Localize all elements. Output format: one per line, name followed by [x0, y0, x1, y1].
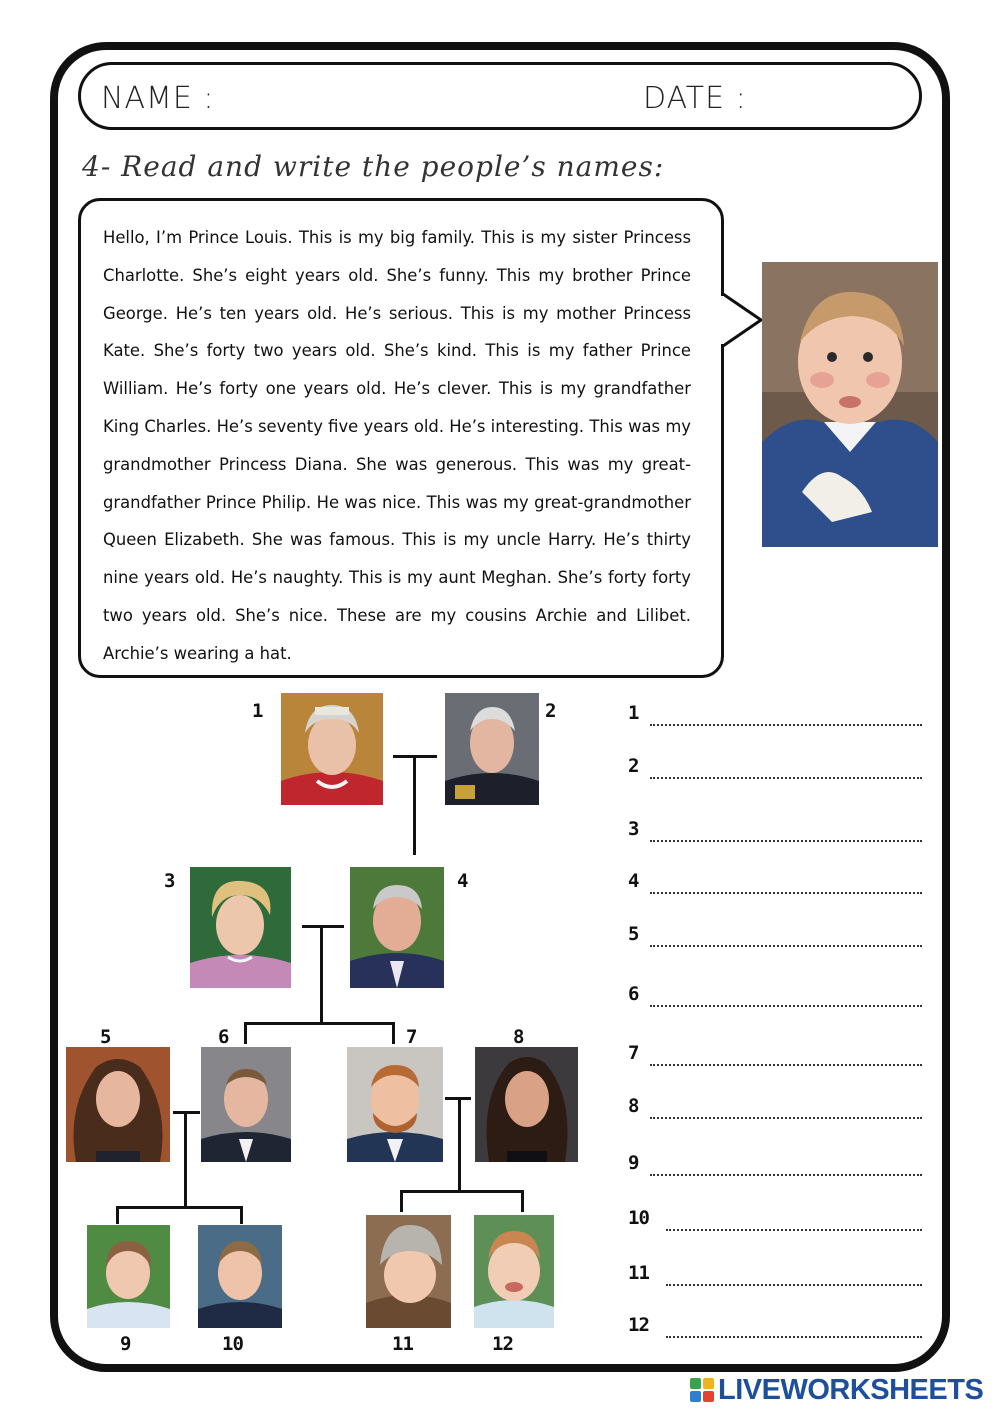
tree-connector	[244, 1022, 247, 1044]
answer-number: 4	[628, 870, 639, 892]
prince-george-photo	[198, 1225, 282, 1328]
tree-connector	[116, 1206, 119, 1224]
tree-connector	[521, 1190, 524, 1212]
answer-row-2	[628, 755, 922, 779]
answer-field-8[interactable]	[650, 1117, 922, 1119]
answer-number: 1	[628, 702, 639, 724]
answer-field-9[interactable]	[650, 1174, 922, 1176]
speech-bubble-tail	[719, 290, 765, 350]
princess-diana-photo	[190, 867, 291, 988]
tree-number-5: 5	[100, 1026, 111, 1048]
answer-field-7[interactable]	[650, 1064, 922, 1066]
liveworksheets-logo[interactable]	[690, 1374, 983, 1406]
tree-connector	[302, 925, 344, 928]
answer-number: 6	[628, 983, 639, 1005]
answer-field-10[interactable]	[666, 1229, 922, 1231]
tree-connector	[184, 1111, 187, 1208]
answer-field-5[interactable]	[650, 945, 922, 947]
answer-field-4[interactable]	[650, 892, 922, 894]
prince-louis-photo	[762, 262, 938, 547]
answer-row-5	[628, 923, 922, 947]
liveworksheets-icon	[690, 1378, 714, 1402]
tree-number-3: 3	[164, 870, 175, 892]
answer-number: 10	[628, 1207, 649, 1229]
tree-connector	[320, 925, 323, 1023]
speech-bubble	[78, 198, 724, 678]
tree-number-1: 1	[252, 700, 263, 722]
answer-number: 9	[628, 1152, 639, 1174]
tree-connector	[400, 1190, 524, 1193]
answer-number: 3	[628, 818, 639, 840]
archie-photo	[366, 1215, 451, 1328]
prince-william-photo	[201, 1047, 291, 1162]
name-label: NAME :	[101, 81, 215, 116]
answer-row-11	[628, 1262, 922, 1286]
answer-row-12	[628, 1314, 922, 1338]
princess-kate-photo	[66, 1047, 170, 1162]
answer-row-8	[628, 1095, 922, 1119]
tree-connector	[400, 1190, 403, 1212]
princess-charlotte-photo	[87, 1225, 170, 1328]
prince-harry-photo	[347, 1047, 443, 1162]
tree-number-9: 9	[120, 1333, 131, 1355]
answer-row-10	[628, 1207, 922, 1231]
queen-elizabeth-photo	[281, 693, 383, 805]
answer-row-6	[628, 983, 922, 1007]
answer-field-1[interactable]	[650, 724, 922, 726]
lilibet-photo	[474, 1215, 554, 1328]
tree-number-7: 7	[406, 1026, 417, 1048]
answer-field-6[interactable]	[650, 1005, 922, 1007]
answer-row-1	[628, 702, 922, 726]
answer-number: 8	[628, 1095, 639, 1117]
answer-number: 5	[628, 923, 639, 945]
king-charles-photo	[350, 867, 444, 988]
tree-connector	[392, 1022, 395, 1044]
exercise-heading: 4- Read and write the people’s names:	[82, 150, 665, 183]
answer-field-11[interactable]	[666, 1284, 922, 1286]
answer-field-2[interactable]	[650, 777, 922, 779]
tree-connector	[413, 755, 416, 855]
prince-philip-photo	[445, 693, 539, 805]
answer-row-7	[628, 1042, 922, 1066]
bubble-text: Hello, I’m Prince Louis. This is my big family. This is my sister Princess Charlotte. She’s eight years old. She’s funny. This my brother Prince George. He’s ten years old. He’s serious. This is my mother Princess Kate. She’s forty two years old. She’s kind. This is my father Prince William. He’s forty one years old. He’s clever. This is my grandfather King Charles. He’s seventy five years old. He’s interesting. This was my grandmother Princess Diana. She was generous. This was my great-grandfather Prince Philip. He was nice. This was my great-grandmother Queen Elizabeth. She was famous. This is my uncle Harry. He’s thirty nine years old. He’s naughty. This is my aunt Meghan. She’s forty forty two years old. She’s nice. These are my cousins Archie and Lilibet. Archie’s wearing a hat.	[103, 228, 691, 663]
date-label: DATE :	[643, 81, 747, 116]
tree-number-4: 4	[457, 870, 468, 892]
answer-number: 2	[628, 755, 639, 777]
tree-number-2: 2	[545, 700, 556, 722]
answer-field-12[interactable]	[666, 1336, 922, 1338]
tree-number-12: 12	[492, 1333, 513, 1355]
meghan-photo	[475, 1047, 578, 1162]
tree-connector	[458, 1097, 461, 1192]
tree-connector	[244, 1022, 394, 1025]
name-date-bar	[78, 62, 922, 130]
tree-connector	[116, 1206, 243, 1209]
tree-connector	[240, 1206, 243, 1224]
answer-row-3	[628, 818, 922, 842]
tree-number-8: 8	[513, 1026, 524, 1048]
answer-row-4	[628, 870, 922, 894]
tree-number-11: 11	[392, 1333, 413, 1355]
answer-number: 11	[628, 1262, 649, 1284]
answer-number: 12	[628, 1314, 649, 1336]
tree-number-6: 6	[218, 1026, 229, 1048]
brand-name: LIVEWORKSHEETS	[718, 1373, 984, 1406]
answer-row-9	[628, 1152, 922, 1176]
tree-number-10: 10	[222, 1333, 243, 1355]
answer-field-3[interactable]	[650, 840, 922, 842]
answer-number: 7	[628, 1042, 639, 1064]
